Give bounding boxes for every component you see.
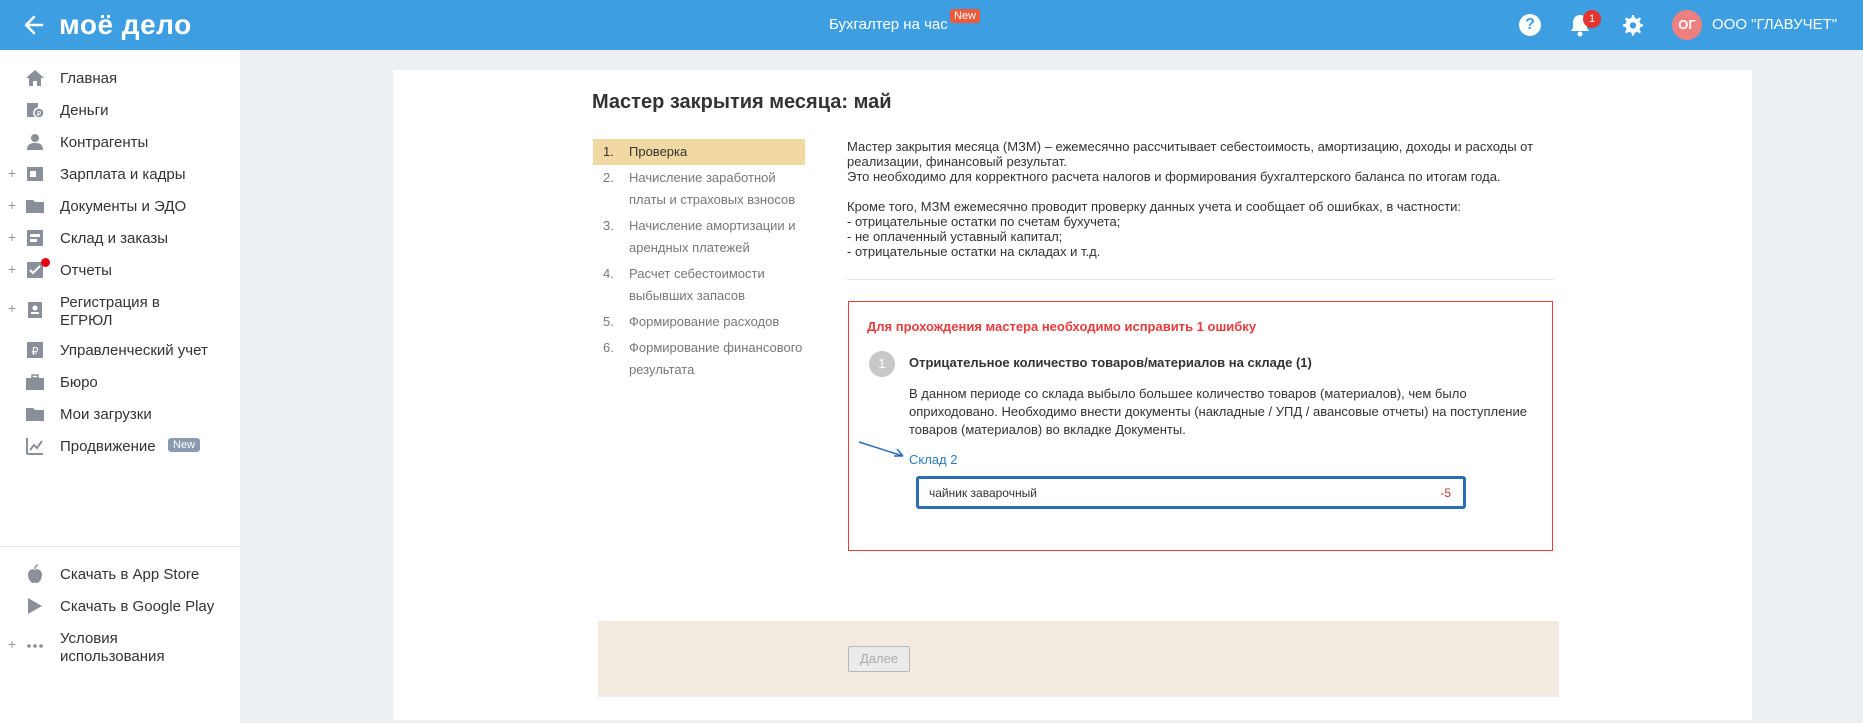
error-title: Для прохождения мастера необходимо исправить 1 ошибку — [867, 319, 1257, 334]
sidebar-item-money[interactable]: ₽ Деньги — [0, 94, 240, 126]
back-arrow-icon[interactable] — [22, 12, 46, 38]
notification-dot — [41, 258, 50, 267]
expand-icon[interactable]: + — [8, 261, 17, 277]
page-title: Мастер закрытия месяца: май — [592, 91, 892, 113]
sidebar — [0, 50, 240, 723]
footer-band — [598, 621, 1559, 697]
error-item-row[interactable] — [916, 476, 1466, 509]
sidebar-item-management[interactable]: ₽ Управленческий учет — [0, 334, 240, 366]
contractors-icon — [25, 132, 45, 152]
expand-icon[interactable]: + — [8, 636, 17, 652]
sidebar-item-documents[interactable]: + Документы и ЭДО — [8, 197, 187, 215]
sidebar-item-promotion[interactable]: Продвижение New — [0, 430, 240, 462]
step-check[interactable]: 1. Проверка — [593, 139, 805, 165]
sidebar-item-contractors[interactable]: Контрагенты — [0, 126, 240, 158]
expand-icon[interactable]: + — [8, 300, 17, 316]
salary-icon — [25, 164, 45, 184]
step-salary[interactable]: 2. Начисление заработной платы и страховых взносов — [603, 170, 796, 207]
organization-name[interactable]: ООО "ГЛАВУЧЕТ" — [1712, 16, 1838, 33]
error-box — [848, 301, 1553, 551]
accountant-hour-link[interactable]: Бухгалтер на час — [829, 16, 948, 33]
expand-icon[interactable]: + — [8, 165, 17, 181]
help-icon[interactable]: ? — [1519, 14, 1541, 36]
downloads-icon — [25, 404, 45, 424]
warehouse-icon — [25, 228, 45, 248]
top-header — [0, 0, 1863, 50]
logo[interactable]: моё дело — [59, 9, 192, 40]
sidebar-item-warehouse[interactable]: + Склад и заказы — [8, 229, 169, 247]
sidebar-item-terms[interactable]: + Условия использования — [8, 630, 165, 665]
divider — [847, 279, 1554, 280]
sidebar-item-home[interactable]: Главная — [0, 62, 240, 94]
sidebar-item-reports[interactable]: + Отчеты — [0, 254, 240, 286]
sidebar-item-registration[interactable]: + Регистрация в ЕГРЮЛ — [8, 294, 160, 329]
item-quantity: -5 — [1440, 486, 1451, 500]
expand-icon[interactable]: + — [8, 229, 17, 245]
new-badge: New — [950, 9, 980, 23]
sidebar-item-app-store[interactable]: Скачать в App Store — [0, 558, 240, 590]
pointer-arrow-icon — [857, 440, 907, 460]
svg-text:₽: ₽ — [31, 345, 39, 358]
next-button[interactable]: Далее — [848, 646, 910, 672]
sidebar-item-bureau[interactable]: Бюро — [0, 366, 240, 398]
bureau-icon — [25, 372, 45, 392]
error-heading: Отрицательное количество товаров/материалов на складе (1) — [909, 355, 1312, 370]
new-badge: New — [168, 438, 200, 452]
promotion-icon — [25, 436, 45, 456]
wizard-steps — [593, 139, 805, 383]
step-expenses[interactable]: 5. Формирование расходов — [603, 314, 780, 329]
management-icon — [25, 340, 45, 360]
notification-count-badge: 1 — [1583, 10, 1601, 28]
more-icon — [25, 636, 45, 656]
sidebar-divider — [0, 546, 240, 547]
error-description: В данном периоде со склада выбыло большее количество товаров (материалов), чем было оприходовано. Необходимо внести документы (накладные / УПД / авансовые отчеты) на поступление товаров (материалов) во вкладке Документы. — [909, 386, 1527, 437]
avatar[interactable]: ОГ — [1672, 10, 1702, 40]
registration-icon — [25, 300, 45, 320]
step-depreciation[interactable]: 3. Начисление амортизации и арендных платежей — [603, 218, 796, 255]
expand-icon[interactable]: + — [8, 197, 17, 213]
step-cost[interactable]: 4. Расчет себестоимости выбывших запасов — [603, 266, 765, 303]
warehouse-link[interactable]: Склад 2 — [909, 452, 958, 467]
step-financial-result[interactable]: 6. Формирование финансового результата — [603, 340, 803, 377]
sidebar-item-downloads[interactable]: Мои загрузки — [0, 398, 240, 430]
home-icon — [25, 68, 45, 88]
sidebar-item-salary[interactable]: + Зарплата и кадры — [8, 165, 186, 183]
money-icon — [25, 100, 45, 120]
google-play-icon — [25, 596, 45, 616]
sidebar-item-google-play[interactable]: Скачать в Google Play — [0, 590, 240, 622]
error-number-badge: 1 — [869, 351, 895, 377]
item-name: чайник заварочный — [929, 486, 1037, 500]
intro-text: Мастер закрытия месяца (МЗМ) – ежемесячно рассчитывает себестоимость, амортизацию, доходы и расходы от реализации, финансовый результат. Это необходимо для корректного расчета налогов и формирования бухгалтерского баланса по итогам года. Кроме того, МЗМ ежемесячно проводит проверку данных учета и сообщает об ошибках, в частности: - отрицательные остатки по счетам бухучета; - не оплаченный уставный капитал; - отрицательные остатки на складах и т.д. — [847, 139, 1534, 259]
svg-text:₽: ₽ — [36, 110, 42, 118]
gear-icon[interactable] — [1620, 13, 1644, 37]
documents-icon — [25, 196, 45, 216]
apple-icon — [25, 564, 45, 584]
